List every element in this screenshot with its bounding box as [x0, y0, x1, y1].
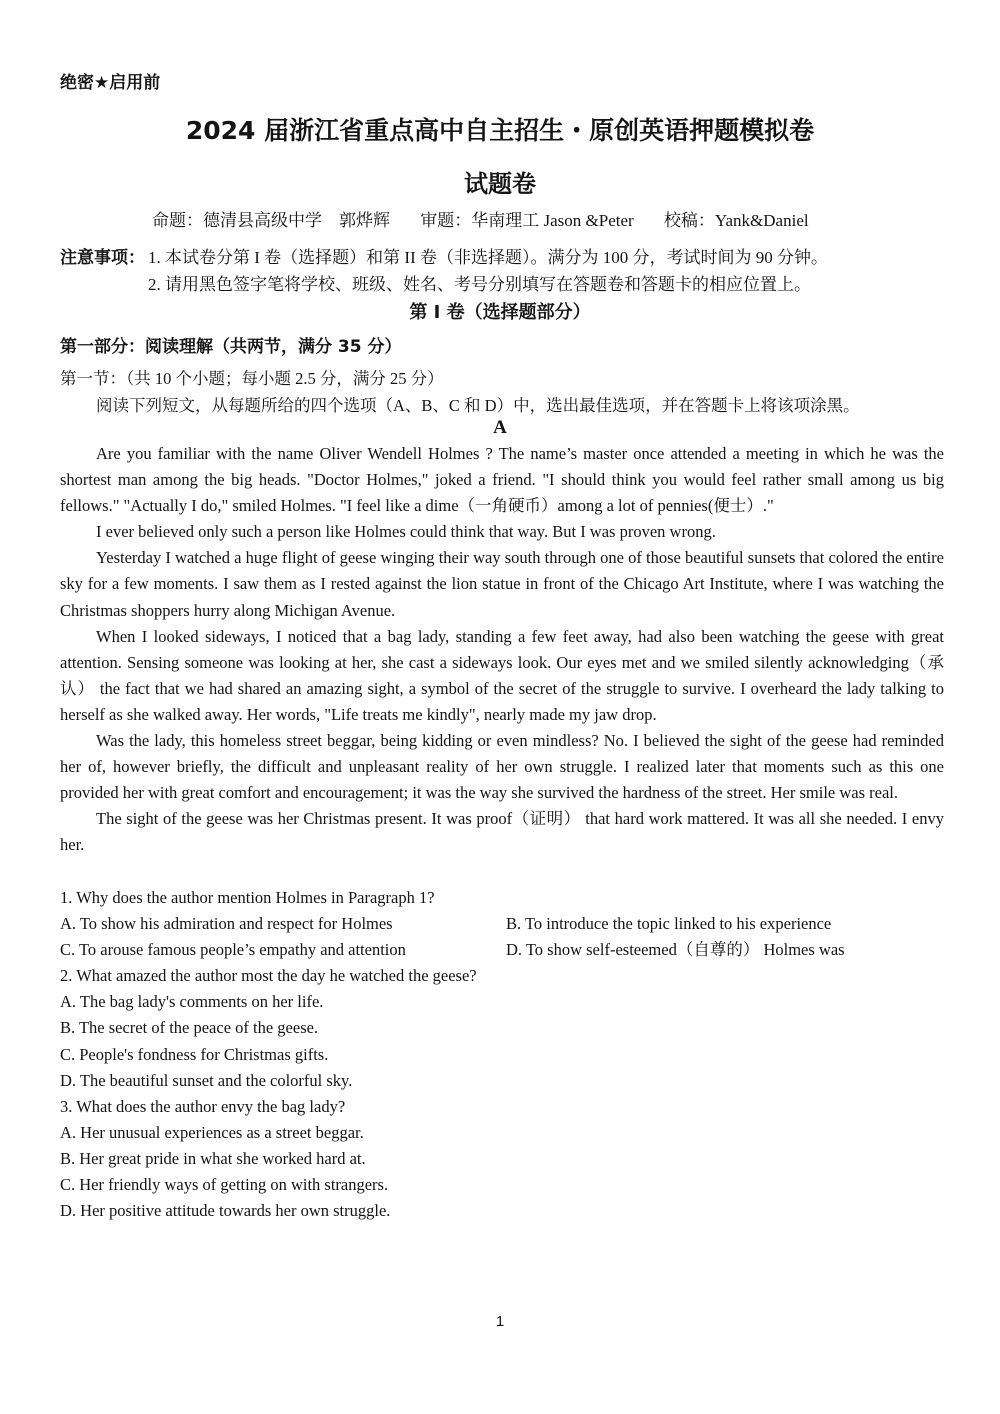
passage-paragraph: Are you familiar with the name Oliver Wendell Holmes ? The name’s master once attended a meeting in which he was the shortest man among the big heads. "Doctor Holmes," joked a friend. "I should think you would feel rather small among us big fellows." "Actually I do," smiled Holmes. "I feel like a dime（一角硬币）among a lot of pennies(便士）." — [60, 444, 944, 516]
question-stem: 2. What amazed the author most the day he watched the geese? — [60, 966, 477, 986]
question-list — [60, 885, 944, 1224]
option-d: D. Her positive attitude towards her own struggle. — [60, 1201, 391, 1221]
option-c: C. To arouse famous people’s empathy and attention — [60, 940, 406, 960]
reading-passage — [60, 441, 944, 859]
notice-item: 1. 本试卷分第 I 卷（选择题）和第 II 卷（非选择题）。满分为 100 分，考试时间为 90 分钟。 — [148, 248, 828, 267]
passage-paragraph: Was the lady, this homeless street beggar, being kidding or even mindless? No. I believed the sight of the geese had reminded her of, however briefly, the difficult and unpleasant reality of her own struggle. I realized later that moments such as this one provided her with great comfort and encouragement; it was the way she survived the hardness of the street. Her smile was real. — [60, 731, 944, 803]
exam-title: 2024 届浙江省重点高中自主招生・原创英语押题模拟卷 — [185, 116, 815, 145]
section-heading: 第一节：（共 10 个小题；每小题 2.5 分，满分 25 分） — [60, 369, 444, 388]
credit-author: 命题：德清县高级中学 郭烨辉 — [152, 211, 390, 230]
credits-line — [152, 206, 835, 231]
option-a: A. Her unusual experiences as a street beggar. — [60, 1122, 364, 1142]
option-row — [60, 937, 944, 963]
passage-paragraph: I ever believed only such a person like Holmes could think that way. But I was proven wrong. — [96, 522, 716, 542]
notice-item: 2. 请用黑色签字笔将学校、班级、姓名、考号分别填写在答题卷和答题卡的相应位置上。 — [148, 275, 811, 294]
option-c: C. People's fondness for Christmas gifts. — [60, 1044, 329, 1064]
credit-reviewer: 审题：华南理工 Jason &Peter — [420, 211, 634, 230]
passage-paragraph: When I looked sideways, I noticed that a bag lady, standing a few feet away, had also been watching the geese with great attention. Sensing someone was looking at her, she cast a sideways look. Our eyes met and we smiled silently acknowledging（承认） the fact that we had shared an amazing sight, a symbol of the secret of the struggle to survive. I overheard the lady talking to herself as she walked away. Her words, "Life treats me kindly", nearly made my jaw drop. — [60, 626, 944, 724]
passage-paragraph: The sight of the geese was her Christmas present. It was proof（证明） that hard work mattered. It was all she needed. I envy her. — [60, 809, 944, 855]
notice-label: 注意事项： — [60, 248, 145, 268]
option-c: C. Her friendly ways of getting on with strangers. — [60, 1175, 389, 1195]
confidential-label: 绝密★启用前 — [60, 73, 161, 93]
option-d: D. To show self-esteemed（自尊的） Holmes was — [506, 940, 845, 960]
question-stem: 3. What does the author envy the bag lady? — [60, 1096, 346, 1116]
option-b: B. Her great pride in what she worked hard at. — [60, 1148, 366, 1168]
option-row — [60, 911, 944, 937]
option-b: B. The secret of the peace of the geese. — [60, 1018, 319, 1038]
question-2 — [60, 963, 944, 1093]
page-number: 1 — [495, 1313, 505, 1330]
part-heading: 第一部分：阅读理解（共两节，满分 35 分） — [60, 337, 402, 357]
paper-type-heading: 试题卷 — [464, 170, 536, 198]
reading-instruction: 阅读下列短文，从每题所给的四个选项（A、B、C 和 D）中，选出最佳选项，并在答题卡上将该项涂黑。 — [96, 396, 860, 415]
option-d: D. The beautiful sunset and the colorful sky. — [60, 1070, 353, 1090]
question-stem: 1. Why does the author mention Holmes in Paragraph 1? — [60, 888, 435, 907]
passage-paragraph: Yesterday I watched a huge flight of geese winging their way south through one of those beautiful sunsets that colored the entire sky for a few moments. I saw them as I rested against the lion statue in front of the Chicago Art Institute, where I was watching the Christmas shoppers hurry along Michigan Avenue. — [60, 548, 944, 620]
volume-heading: 第 I 卷（选择题部分） — [409, 302, 591, 323]
passage-label: A — [493, 417, 507, 438]
credit-proofreader: 校稿：Yank&Daniel — [663, 211, 809, 230]
option-a: A. To show his admiration and respect for Holmes — [60, 914, 393, 934]
question-1 — [60, 885, 944, 963]
option-b: B. To introduce the topic linked to his experience — [506, 914, 832, 934]
option-a: A. The bag lady's comments on her life. — [60, 992, 324, 1012]
question-3 — [60, 1094, 944, 1224]
